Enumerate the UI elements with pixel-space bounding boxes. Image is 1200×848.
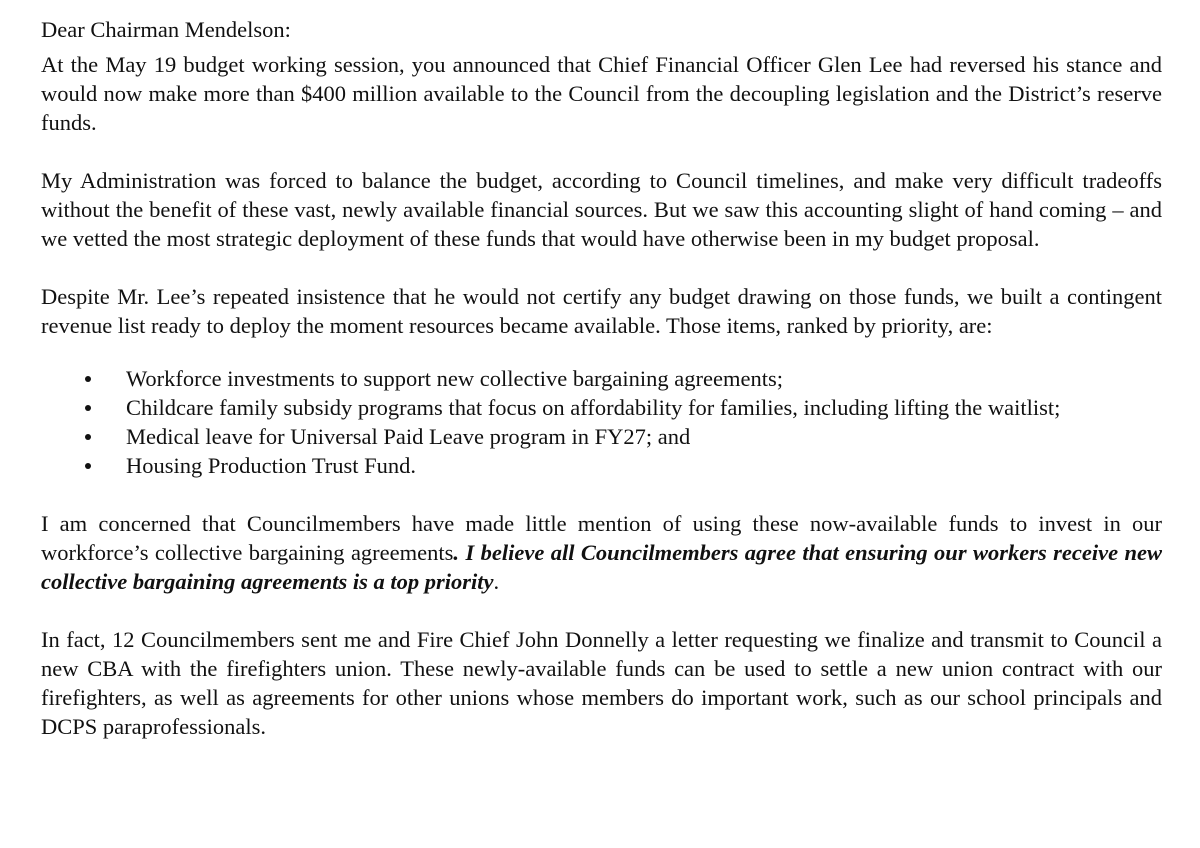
priority-list-item <box>85 422 1162 451</box>
top-priority-period: . <box>493 569 500 594</box>
bullet-icon <box>85 463 91 469</box>
priority-list-item <box>85 393 1162 422</box>
paragraph-announcement: At the May 19 budget working session, you announced that Chief Financial Officer Glen Lee had reversed his stance and would now make more than $400 million available to the Council from the decoupling legislation and the District’s reserve funds. <box>41 52 1162 135</box>
bullet-icon <box>85 434 91 440</box>
priority-list-item <box>85 451 1162 480</box>
priority-item-text: Workforce investments to support new collective bargaining agreements; <box>126 366 783 391</box>
top-priority-emphasis: I believe all Councilmembers agree that ensuring our workers receive new collective bargaining agreements is a top priority <box>41 540 1163 594</box>
priority-list-item <box>85 364 1162 393</box>
paragraph-administration: My Administration was forced to balance the budget, according to Council timelines, and make very difficult tradeoffs without the benefit of these vast, newly available financial sources. But we saw this accounting slight of hand coming – and we vetted the most strategic deployment of these funds that would have otherwise been in my budget proposal. <box>41 168 1162 251</box>
paragraph-firefighters: In fact, 12 Councilmembers sent me and Fire Chief John Donnelly a letter requesting we finalize and transmit to Council a new CBA with the firefighters union. These newly-available funds can be used to settle a new union contract with our firefighters, as well as agreements for other unions whose members do important work, such as our school principals and DCPS paraprofessionals. <box>41 627 1162 739</box>
priority-item-text: Medical leave for Universal Paid Leave program in FY27; and <box>126 424 691 449</box>
priority-item-text: Housing Production Trust Fund. <box>126 453 417 478</box>
paragraph-contingent-list: Despite Mr. Lee’s repeated insistence that he would not certify any budget drawing on those funds, we built a contingent revenue list ready to deploy the moment resources became available. Those items, ranked by priority, are: <box>41 284 1162 338</box>
priority-item-text: Childcare family subsidy programs that focus on affordability for families, including lifting the waitlist; <box>126 395 1061 420</box>
workforce-concern-period: . <box>453 540 460 565</box>
priority-list <box>41 364 1162 480</box>
paragraph-workforce-concern <box>41 509 1162 596</box>
bullet-icon <box>85 405 91 411</box>
salutation: Dear Chairman Mendelson: <box>41 17 291 42</box>
bullet-icon <box>85 376 91 382</box>
workforce-concern-text: I am concerned that Councilmembers have made little mention of using these now-available funds to invest in our workforce’s collective bargaining agreements <box>41 511 1162 565</box>
